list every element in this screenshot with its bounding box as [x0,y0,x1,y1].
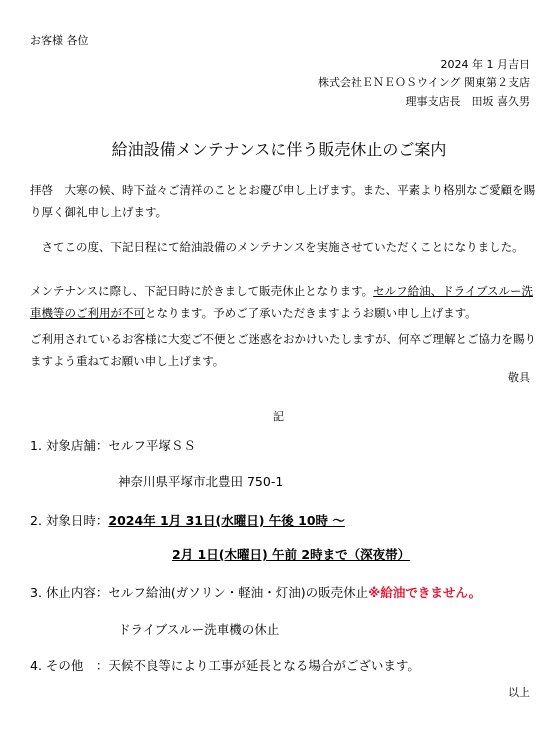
suspension-paragraph [30,280,542,324]
signatory: 理事支店長 田坂 喜久男 [405,95,530,108]
issue-date: 2024 年 1 月吉日 [440,58,530,71]
item-other [30,656,420,674]
content-text: セルフ給油(ガソリン・軽油・灯油)の販売休止 [108,585,369,600]
ki-heading: 記 [273,410,284,423]
ending-ijou: 以上 [508,686,530,699]
store-label: 1. 対象店舗： [30,438,109,453]
store-address: 神奈川県平塚市北豊田 750-1 [118,474,284,489]
date-to: 2月 1日(木曜日) 午前 2時まで（深夜帯） [172,547,411,562]
item-date [30,511,345,529]
item-content [30,583,481,601]
closing-keigu: 敬具 [508,371,530,384]
suspension-text-prefix: メンテナンスに際し、下記日時に於きまして販売休止となります。 [30,284,374,298]
date-label: 2. 対象日時： [30,513,109,528]
suspension-text-underlined: セルフ給油、ドライブスルー洗車機等のご利用が不可 [30,284,534,320]
greeting-paragraph: 拝啓 大寒の候、時下益々ご清祥のこととお慶び申し上げます。また、平素より格別なご愛顧を賜り厚く御礼申し上げます。 [30,183,536,219]
content-warning: ※給油できません。 [368,585,482,600]
addressee: お客様 各位 [30,34,89,47]
company-name: 株式会社ＥＮＥＯＳウイング 関東第２支店 [318,76,530,89]
store-name: セルフ平塚ＳＳ [108,438,196,453]
other-text: 天候不良等により工事が延長となる場合がございます。 [108,658,420,673]
content-text-2: ドライブスルー洗車機の休止 [118,622,280,637]
content-label: 3. 休止内容： [30,585,109,600]
item-store [30,436,196,454]
page-title: 給油設備メンテナンスに伴う販売休止のご案内 [111,140,447,159]
apology-paragraph: ご利用されているお客様に大変ご不便とご迷惑をおかけいたしますが、何卒ご理解とご協力を賜りますよう重ねてお願い申し上げます。 [30,332,536,368]
other-label: 4. その他 ： [30,658,109,673]
schedule-paragraph: さてこの度、下記日程にて給油設備のメンテナンスを実施させていただくことになりました。 [30,240,524,254]
suspension-text-suffix: となります。予めご了承いただきますようお願い申し上げます。 [145,306,477,320]
date-from: 2024年 1月 31日(水曜日) 午後 10時 ～ [108,513,345,528]
